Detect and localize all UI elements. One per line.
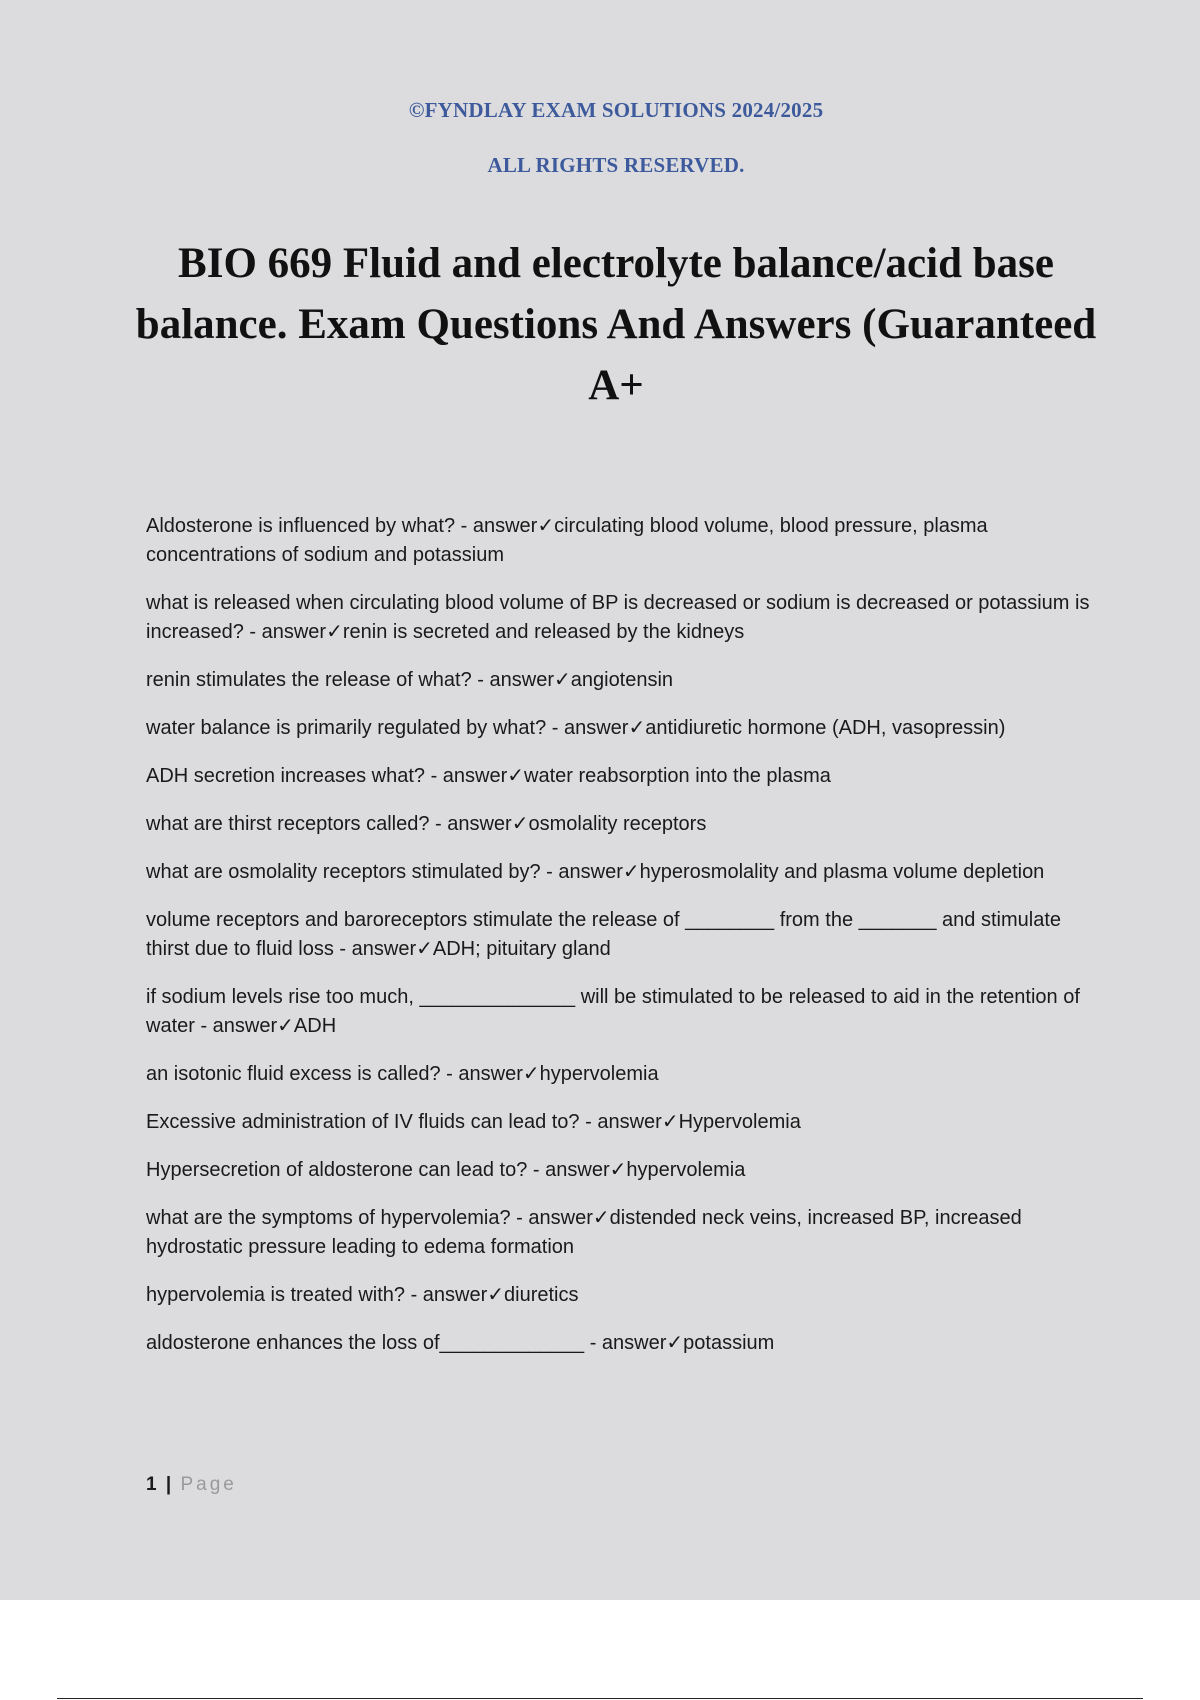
qa-item (146, 1281, 1096, 1310)
answer-label: - answer (510, 1207, 593, 1229)
qa-item (146, 666, 1096, 695)
qa-item (146, 858, 1096, 887)
qa-item (146, 589, 1096, 647)
answer-label: - answer (527, 1159, 610, 1181)
page-number: 1 (146, 1474, 157, 1495)
copyright-line: ©FYNDLAY EXAM SOLUTIONS 2024/2025 (408, 98, 824, 122)
question-text: ADH secretion increases what? (146, 765, 426, 787)
answer-text: water reabsorption into the plasma (524, 765, 831, 787)
answer-label: - answer (429, 813, 512, 835)
answer-text: angiotensin (570, 669, 674, 691)
page-separator: | (165, 1474, 172, 1495)
answer-label: - answer (194, 1015, 278, 1037)
question-text: water balance is primarily regulated by what? (146, 717, 547, 739)
question-text: hypervolemia is treated with? (146, 1284, 406, 1306)
question-text: what is released when circulating blood volume of BP is decreased or sodium is decreased or potassium is increased? (146, 592, 1090, 643)
qa-item (146, 1156, 1096, 1185)
question-text: aldosterone enhances the loss of_____________ (146, 1332, 585, 1354)
checkmark-icon: ✓ (537, 515, 555, 537)
rights-reserved-line: ALL RIGHTS RESERVED. (487, 153, 745, 177)
question-text: renin stimulates the release of what? (146, 669, 472, 691)
answer-label: - answer (455, 515, 538, 537)
document-title: BIO 669 Fluid and electrolyte balance/acid base balance. Exam Questions And Answers (Guaranteed A+ (135, 240, 1097, 409)
answer-text: osmolality receptors (528, 813, 707, 835)
bottom-divider (57, 1698, 1143, 1699)
checkmark-icon: ✓ (416, 938, 433, 960)
checkmark-icon: ✓ (666, 1332, 684, 1354)
answer-text: Hypervolemia (678, 1111, 801, 1133)
checkmark-icon: ✓ (487, 1284, 505, 1306)
answer-label: - answer (440, 1063, 523, 1085)
qa-item (146, 762, 1096, 791)
answer-text: antidiuretic hormone (ADH, vasopressin) (645, 717, 1006, 739)
answer-text: diuretics (504, 1284, 579, 1306)
question-text: an isotonic fluid excess is called? (146, 1063, 441, 1085)
qa-item (146, 512, 1096, 570)
checkmark-icon: ✓ (511, 813, 529, 835)
question-text: what are osmolality receptors stimulated by? (146, 861, 541, 883)
answer-label: - answer (471, 669, 554, 691)
page-label: Page (180, 1474, 237, 1495)
question-text: what are the symptoms of hypervolemia? (146, 1207, 511, 1229)
qa-item (146, 906, 1096, 964)
question-text: volume receptors and baroreceptors stimulate the release of ________ from the _______ and stimulate thirst due to fluid loss (146, 909, 1061, 960)
question-text: Excessive administration of IV fluids can lead to? (146, 1111, 580, 1133)
answer-text: hyperosmolality and plasma volume depletion (639, 861, 1045, 883)
answer-text: hypervolemia (626, 1159, 746, 1181)
qa-item (146, 1060, 1096, 1089)
answer-label: - answer (425, 765, 508, 787)
answer-text: ADH (293, 1015, 337, 1037)
question-text: what are thirst receptors called? (146, 813, 430, 835)
answer-text: circulating blood volume, blood pressure, plasma concentrations of sodium and potassium (146, 515, 988, 566)
checkmark-icon: ✓ (609, 1159, 627, 1181)
qa-item (146, 983, 1096, 1041)
checkmark-icon: ✓ (661, 1111, 679, 1133)
answer-label: - answer (243, 621, 327, 643)
checkmark-icon: ✓ (622, 861, 640, 883)
answer-label: - answer (405, 1284, 488, 1306)
answer-text: renin is secreted and released by the kidneys (342, 621, 745, 643)
checkmark-icon: ✓ (553, 669, 571, 691)
checkmark-icon: ✓ (628, 717, 646, 739)
page-footer (146, 1474, 237, 1496)
answer-label: - answer (540, 861, 623, 883)
checkmark-icon: ✓ (507, 765, 525, 787)
checkmark-icon: ✓ (277, 1015, 294, 1037)
answer-text: potassium (683, 1332, 775, 1354)
answer-label: - answer (584, 1332, 667, 1354)
checkmark-icon: ✓ (522, 1063, 540, 1085)
question-text: if sodium levels rise too much, ______________ will be stimulated to be released to aid in the retention of water (146, 986, 1080, 1037)
qa-item (146, 714, 1096, 743)
qa-item (146, 1329, 1096, 1358)
answer-label: - answer (546, 717, 629, 739)
answer-text: distended neck veins, increased BP, increased hydrostatic pressure leading to edema formation (146, 1207, 1022, 1258)
qa-item (146, 1204, 1096, 1262)
qa-item (146, 1108, 1096, 1137)
qa-item (146, 810, 1096, 839)
answer-text: hypervolemia (539, 1063, 659, 1085)
question-text: Aldosterone is influenced by what? (146, 515, 456, 537)
answer-label: - answer (579, 1111, 662, 1133)
checkmark-icon: ✓ (592, 1207, 610, 1229)
qa-list (146, 512, 1096, 1377)
answer-label: - answer (333, 938, 417, 960)
answer-text: ADH; pituitary gland (432, 938, 611, 960)
checkmark-icon: ✓ (326, 621, 343, 643)
question-text: Hypersecretion of aldosterone can lead to? (146, 1159, 528, 1181)
